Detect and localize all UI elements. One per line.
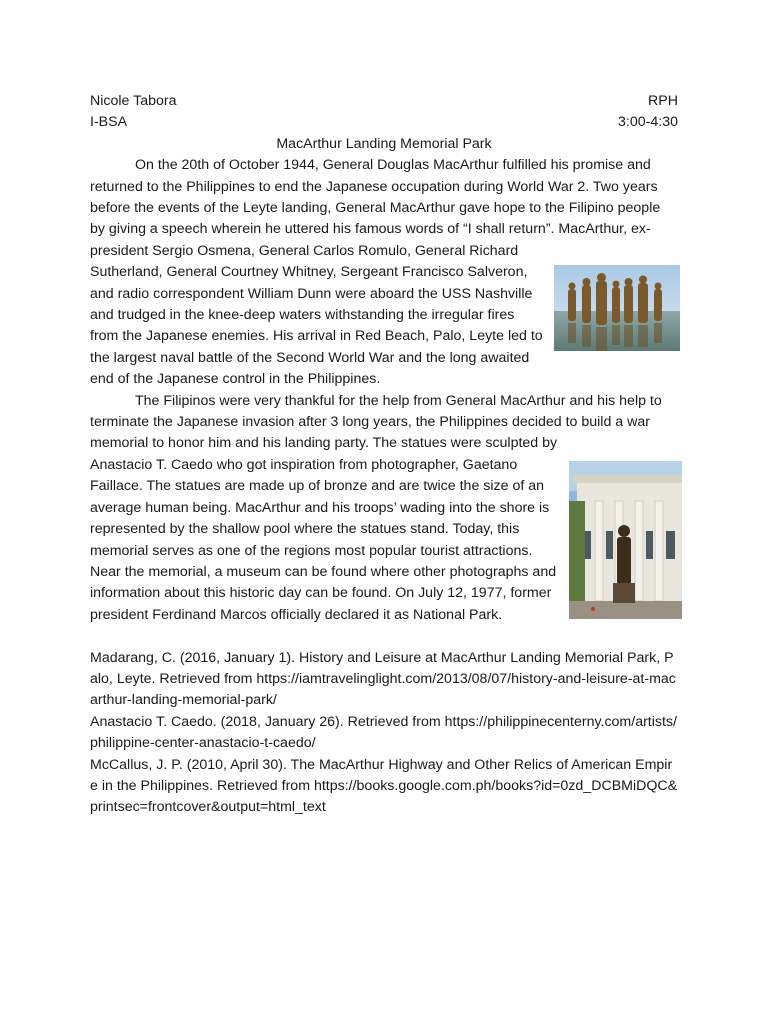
museum-photo bbox=[569, 461, 682, 619]
course-name: RPH bbox=[648, 93, 678, 109]
header-row-2 bbox=[90, 112, 678, 133]
document-title: MacArthur Landing Memorial Park bbox=[276, 135, 492, 152]
document-page bbox=[90, 91, 678, 819]
paragraph-1-block bbox=[90, 155, 678, 390]
references bbox=[90, 648, 678, 819]
paragraph-2: The Filipinos were very thankful for the help from General MacArthur and his help to terminate the Japanese invasion after 3 long years, the Philippines decided to build a war memorial to honor him and his landing party. The statues were sculpted by Anastacio T. Caedo who got inspiration from photographer, Gaetano Faillace. The statues are made up of bronze and are twice the size of an average human being. MacArthur and his troops’ wading into the shore is represented by the shallow pool where the statues stand. Today, this memorial serves as one of the regions most popular tourist attractions. Near the memorial, a museum can be found where other photographs and information about this historic day can be found. On July 12, 1977, former president Ferdinand Marcos officially declared it as National Park. bbox=[90, 392, 662, 623]
author-name: Nicole Tabora bbox=[90, 93, 177, 109]
class-time: 3:00-4:30 bbox=[618, 114, 678, 131]
statues-photo bbox=[554, 265, 680, 351]
paragraph-1: On the 20th of October 1944, General Douglas MacArthur fulfilled his promise and returned to the Philippines to end the Japanese occupation during World War 2. Two years before the events of the Leyte landing, General MacArthur gave hope to the Filipino people by giving a speech wherein he uttered his famous words of “I shall return”. MacArthur, ex-president Sergio Osmena, General Carlos Romulo, General Richard Sutherland, General Courtney Whitney, Sergeant Francisco Salveron, and radio correspondent William Dunn were aboard the USS Nashville and trudged in the knee-deep waters withstanding the irregular fires from the Japanese enemies. His arrival in Red Beach, Palo, Leyte led to the largest naval battle of the Second World War and the long awaited end of the Japanese control in the Philippines. bbox=[90, 157, 661, 388]
blank-line bbox=[90, 626, 678, 647]
paragraph-2-block bbox=[90, 391, 678, 626]
section-name: I-BSA bbox=[90, 114, 128, 131]
reference-3: McCallus, J. P. (2010, April 30). The MacArthur Highway and Other Relics of American Empire in the Philippines. Retrieved from https://books.google.com.ph/books?id=0zd_DCBMiDQC&printsec=frontcover&output=html_text bbox=[90, 756, 678, 816]
header-row-1 bbox=[90, 91, 678, 112]
reference-1: Madarang, C. (2016, January 1). History and Leisure at MacArthur Landing Memorial Park, Palo, Leyte. Retrieved from https://iamtravelinglight.com/2013/08/07/history-and-leisure-at-macarthur-landing-memorial-park/ bbox=[90, 649, 676, 709]
reference-2: Anastacio T. Caedo. (2018, January 26). Retrieved from https://philippinecenterny.com/artists/philippine-center-anastacio-t-caedo/ bbox=[90, 713, 677, 752]
